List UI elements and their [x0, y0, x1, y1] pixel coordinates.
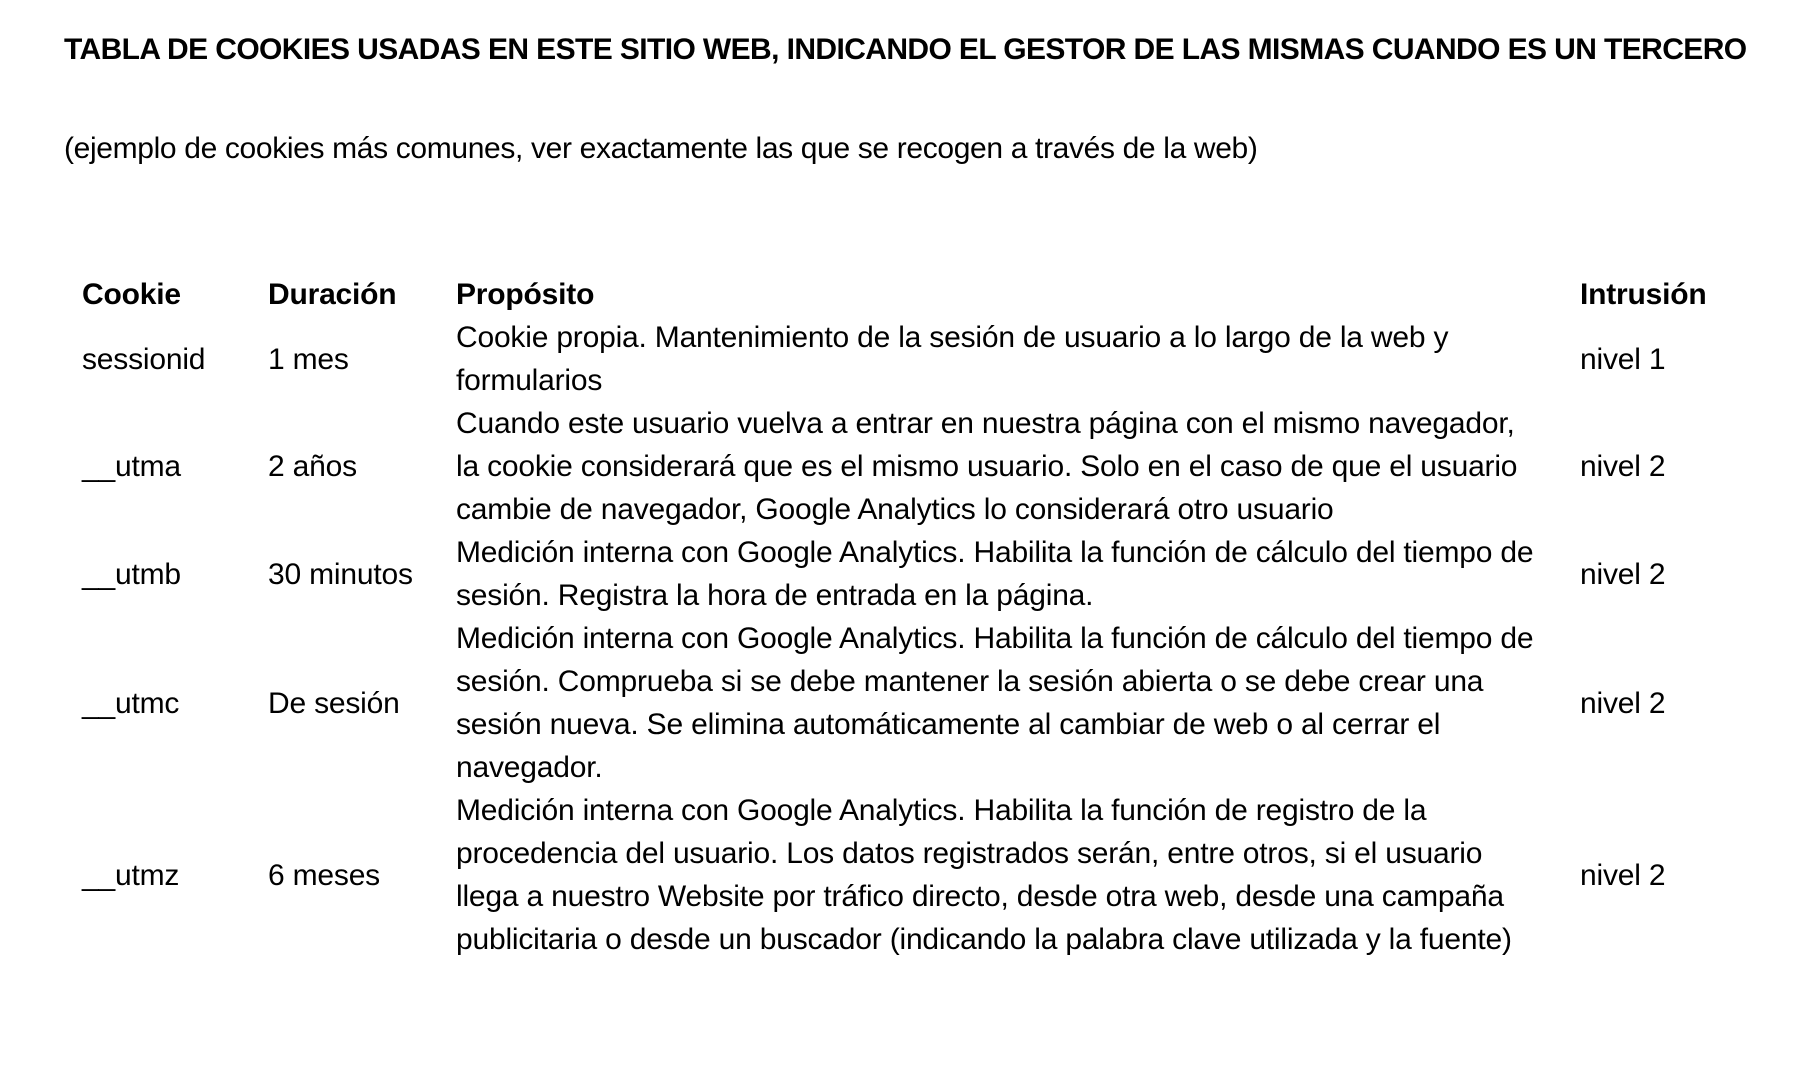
cookie-name: __utma	[82, 450, 181, 483]
header-cookie: Cookie	[82, 278, 181, 311]
cookie-duration: 30 minutos	[268, 557, 413, 591]
cookie-purpose: Medición interna con Google Analytics. Habilita la función de cálculo del tiempo de sesión. Comprueba si se debe mantener la sesión abierta o se debe crear una sesión nueva. Se elimina automáticamente al cambiar de web o al cerrar el navegador.	[456, 622, 1534, 784]
cookie-purpose: Cookie propia. Mantenimiento de la sesión de usuario a lo largo de la web y formularios	[456, 321, 1449, 397]
table-header-row	[68, 273, 1748, 316]
cookie-intrusion: nivel 2	[1580, 557, 1666, 591]
cookie-purpose: Medición interna con Google Analytics. Habilita la función de registro de la procedencia del usuario. Los datos registrados serán, entre otros, si el usuario llega a nuestro Website por tráfico directo, desde otra web, desde una campaña publicitaria o desde un buscador (indicando la palabra clave utilizada y la fuente)	[456, 794, 1512, 956]
cookie-name: __utmc	[82, 686, 180, 720]
cookie-intrusion: nivel 1	[1580, 342, 1666, 376]
cookie-duration: 6 meses	[268, 858, 380, 892]
table-row	[68, 617, 1748, 789]
cookie-duration: 1 mes	[268, 342, 349, 376]
cookie-duration: De sesión	[268, 686, 400, 720]
document-title: TABLA DE COOKIES USADAS EN ESTE SITIO WEB, INDICANDO EL GESTOR DE LAS MISMAS CUANDO ES UN TERCERO	[64, 33, 1747, 66]
cookie-name: __utmb	[82, 557, 181, 591]
cookie-name: __utmz	[82, 858, 180, 892]
table-row	[68, 402, 1748, 531]
header-intrusion: Intrusión	[1580, 278, 1707, 311]
cookie-purpose: Medición interna con Google Analytics. Habilita la función de cálculo del tiempo de sesión. Registra la hora de entrada en la página.	[456, 536, 1534, 612]
cookie-intrusion: nivel 2	[1580, 450, 1666, 483]
table-row	[68, 531, 1748, 617]
cookies-table	[68, 273, 1748, 961]
table-row	[68, 316, 1748, 402]
header-purpose: Propósito	[456, 278, 595, 311]
document-subtitle: (ejemplo de cookies más comunes, ver exactamente las que se recogen a través de la web)	[64, 132, 1258, 165]
cookie-name: sessionid	[82, 342, 206, 376]
cookie-intrusion: nivel 2	[1580, 686, 1666, 720]
table-row	[68, 789, 1748, 961]
cookie-duration: 2 años	[268, 450, 357, 483]
cookie-intrusion: nivel 2	[1580, 858, 1666, 892]
cookie-purpose: Cuando este usuario vuelva a entrar en nuestra página con el mismo navegador, la cookie considerará que es el mismo usuario. Solo en el caso de que el usuario cambie de navegador, Google Analytics lo considerará otro usuario	[456, 407, 1518, 526]
header-duration: Duración	[268, 278, 397, 311]
